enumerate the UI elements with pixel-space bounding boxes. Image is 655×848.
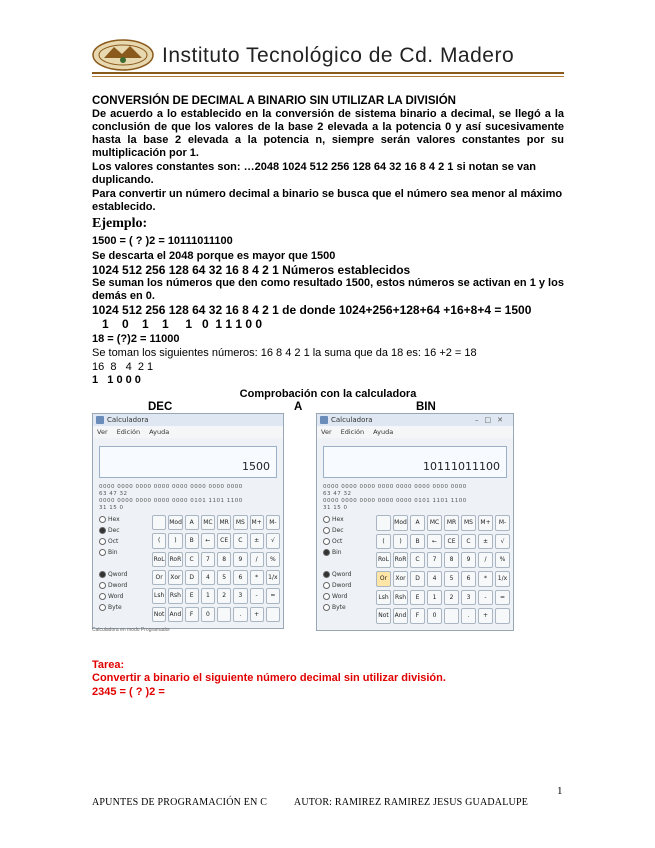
- calc-key[interactable]: M+: [250, 515, 264, 530]
- example-line-10: 1 1 0 0 0: [92, 374, 141, 386]
- radio-dword[interactable]: Dword: [323, 580, 371, 591]
- calc-key[interactable]: 5: [217, 570, 231, 585]
- calc-key[interactable]: F: [410, 608, 425, 624]
- label-dec: DEC: [148, 401, 173, 413]
- calc-key[interactable]: RoL: [152, 552, 166, 567]
- calculator-display: 10111011100: [323, 446, 507, 478]
- calc-key[interactable]: And: [168, 607, 182, 622]
- calc-key[interactable]: Xor: [393, 571, 408, 587]
- calc-key[interactable]: 2: [217, 588, 231, 603]
- calc-key[interactable]: 1: [201, 588, 215, 603]
- example-line-1: 1500 = ( ? )2 = 10111011100: [92, 235, 233, 247]
- example-line-5: 1024 512 256 128 64 32 16 8 4 2 1 de donde 1024+256+128+64 +16+8+4 = 1500: [92, 303, 532, 317]
- calc-key[interactable]: ): [168, 533, 182, 548]
- calculator-app-icon: [96, 416, 104, 424]
- calc-key[interactable]: √: [495, 534, 510, 550]
- calc-key[interactable]: %: [266, 552, 280, 567]
- calc-key[interactable]: A: [410, 515, 425, 531]
- calc-key[interactable]: (: [152, 533, 166, 548]
- calc-key[interactable]: CE: [444, 534, 459, 550]
- calc-key[interactable]: 1/x: [495, 571, 510, 587]
- calc-key[interactable]: *: [478, 571, 493, 587]
- calc-key[interactable]: MC: [201, 515, 215, 530]
- calculator-menu: [317, 426, 513, 438]
- word-radio-group: [323, 569, 371, 613]
- example-line-6: 1 0 1 1 1 0 1 1 1 0 0: [92, 317, 263, 331]
- calc-key[interactable]: 6: [461, 571, 476, 587]
- radio-dec[interactable]: Dec: [99, 525, 147, 536]
- radio-word[interactable]: Word: [99, 591, 147, 602]
- calc-key[interactable]: C: [233, 533, 247, 548]
- keypad: [151, 514, 281, 624]
- calc-key[interactable]: MR: [217, 515, 231, 530]
- calc-key[interactable]: .: [461, 608, 476, 624]
- radio-oct[interactable]: Oct: [99, 536, 147, 547]
- calc-key[interactable]: 8: [444, 552, 459, 568]
- window-controls[interactable]: –□✕: [475, 416, 509, 424]
- calc-key[interactable]: =: [495, 590, 510, 606]
- calc-key[interactable]: -: [478, 590, 493, 606]
- page-number: 1: [557, 785, 563, 797]
- calc-key[interactable]: -: [250, 588, 264, 603]
- calc-key[interactable]: 4: [427, 571, 442, 587]
- paragraph-method: Para convertir un número decimal a binario se busca que el número sea menor al máximo establecido.: [92, 188, 563, 213]
- calc-key[interactable]: 9: [233, 552, 247, 567]
- calc-key[interactable]: MS: [233, 515, 247, 530]
- radio-bin[interactable]: Bin: [99, 547, 147, 558]
- example-line-3: 1024 512 256 128 64 32 16 8 4 2 1 Números establecidos: [92, 263, 411, 277]
- menu-ver[interactable]: Ver: [97, 428, 108, 436]
- example-line-4: Se suman los números que den como resultado 1500, estos números se activan en 1 y los demás en 0.: [92, 277, 564, 302]
- calc-key[interactable]: ←: [427, 534, 442, 550]
- calc-key[interactable]: 8: [217, 552, 231, 567]
- calc-key[interactable]: +: [250, 607, 264, 622]
- calc-key[interactable]: MR: [444, 515, 459, 531]
- header-rule-thin: [92, 76, 564, 77]
- radio-dec[interactable]: Dec: [323, 525, 371, 536]
- bit-display: 0000 0000 0000 0000 0000 0000 0000 0000 63 47 32 0000 0000 0000 0000 0000 0101 1101 1100 31 15 0: [323, 484, 467, 511]
- calc-key[interactable]: C: [410, 552, 425, 568]
- calc-key[interactable]: D: [410, 571, 425, 587]
- institution-logo: [92, 38, 154, 72]
- radio-hex[interactable]: Hex: [323, 514, 371, 525]
- calc-key[interactable]: [266, 607, 280, 622]
- calc-key[interactable]: And: [393, 608, 408, 624]
- calc-key[interactable]: Not: [152, 607, 166, 622]
- calculator-title: Calculadora: [331, 416, 373, 424]
- tarea-text: Convertir a binario el siguiente número decimal sin utilizar división.: [92, 672, 446, 684]
- menu-ayuda[interactable]: Ayuda: [373, 428, 394, 436]
- calc-key[interactable]: 2: [444, 590, 459, 606]
- calc-key[interactable]: 1: [427, 590, 442, 606]
- calc-key[interactable]: Xor: [168, 570, 182, 585]
- calc-key[interactable]: Rsh: [168, 588, 182, 603]
- calc-key[interactable]: 6: [233, 570, 247, 585]
- calc-key[interactable]: [217, 607, 231, 622]
- calc-key[interactable]: Mod: [393, 515, 408, 531]
- calc-key[interactable]: .: [233, 607, 247, 622]
- calc-key[interactable]: Mod: [168, 515, 182, 530]
- example-line-8: Se toman los siguientes números: 16 8 4 2 1 la suma que da 18 es: 16 +2 = 18: [92, 347, 477, 359]
- calc-key[interactable]: B: [410, 534, 425, 550]
- calc-key[interactable]: RoR: [393, 552, 408, 568]
- label-bin: BIN: [416, 401, 436, 413]
- example-heading: Ejemplo:: [92, 216, 148, 231]
- example-line-9: 16 8 4 2 1: [92, 361, 154, 373]
- calculator-title: Calculadora: [107, 416, 149, 424]
- calc-key[interactable]: %: [495, 552, 510, 568]
- header-rule: [92, 72, 564, 74]
- calc-key[interactable]: M+: [478, 515, 493, 531]
- footer-course: APUNTES DE PROGRAMACIÓN EN C: [92, 797, 268, 808]
- calc-key[interactable]: ±: [250, 533, 264, 548]
- radio-oct[interactable]: Oct: [323, 536, 371, 547]
- calc-key[interactable]: ←: [201, 533, 215, 548]
- calc-key[interactable]: C: [461, 534, 476, 550]
- radio-bin[interactable]: Bin: [323, 547, 371, 558]
- footer-author: AUTOR: RAMIREZ RAMIREZ JESUS GUADALUPE: [293, 797, 529, 808]
- keypad: [375, 514, 511, 626]
- calc-key[interactable]: 3: [233, 588, 247, 603]
- bit-display: 0000 0000 0000 0000 0000 0000 0000 0000 63 47 32 0000 0000 0000 0000 0000 0101 1101 1100 31 15 0: [99, 484, 243, 511]
- calc-key[interactable]: +: [478, 608, 493, 624]
- calc-key[interactable]: (: [376, 534, 391, 550]
- menu-ver[interactable]: Ver: [321, 428, 332, 436]
- calc-key[interactable]: *: [250, 570, 264, 585]
- word-radio-group: [99, 569, 147, 613]
- calc-key[interactable]: RoL: [376, 552, 391, 568]
- calc-key[interactable]: Not: [376, 608, 391, 624]
- calc-key[interactable]: B: [185, 533, 199, 548]
- calc-key[interactable]: RoR: [168, 552, 182, 567]
- calc-key[interactable]: MC: [427, 515, 442, 531]
- calc-key[interactable]: E: [410, 590, 425, 606]
- calc-key[interactable]: Or: [376, 571, 391, 587]
- calc-key[interactable]: 4: [201, 570, 215, 585]
- calc-key[interactable]: /: [250, 552, 264, 567]
- calc-key[interactable]: MS: [461, 515, 476, 531]
- comprobacion-title: Comprobación con la calculadora: [239, 388, 417, 400]
- calc-key[interactable]: M-: [266, 515, 280, 530]
- calc-key[interactable]: /: [478, 552, 493, 568]
- calc-key[interactable]: 7: [201, 552, 215, 567]
- paragraph-constants: Los valores constantes son: …2048 1024 512 256 128 64 32 16 8 4 2 1 si notan se van duplicando.: [92, 161, 536, 186]
- menu-edicion[interactable]: Edición: [340, 428, 365, 436]
- radio-qword[interactable]: Qword: [99, 569, 147, 580]
- calc-key[interactable]: [444, 608, 459, 624]
- tarea-label: Tarea:: [92, 659, 125, 671]
- calc-key[interactable]: ±: [478, 534, 493, 550]
- page-heading: CONVERSIÓN DE DECIMAL A BINARIO SIN UTILIZAR LA DIVISIÓN: [92, 95, 456, 107]
- calc-key[interactable]: 9: [461, 552, 476, 568]
- tarea-problem: 2345 = ( ? )2 =: [92, 686, 165, 698]
- calc-key[interactable]: 7: [427, 552, 442, 568]
- calc-key[interactable]: A: [185, 515, 199, 530]
- calc-key[interactable]: 1/x: [266, 570, 280, 585]
- calc-key[interactable]: 0: [427, 608, 442, 624]
- calc-key[interactable]: E: [185, 588, 199, 603]
- label-a: A: [294, 401, 303, 413]
- radio-byte[interactable]: Byte: [99, 602, 147, 613]
- calc-key[interactable]: 5: [444, 571, 459, 587]
- calculator-app-icon: [320, 416, 328, 424]
- calc-key[interactable]: C: [185, 552, 199, 567]
- calc-key[interactable]: [152, 515, 166, 530]
- calc-key[interactable]: =: [266, 588, 280, 603]
- radio-hex[interactable]: Hex: [99, 514, 147, 525]
- calc-key[interactable]: √: [266, 533, 280, 548]
- calc-key[interactable]: Rsh: [393, 590, 408, 606]
- calculator-caption: Calculadora en modo Programador: [92, 627, 171, 633]
- institution-name: Instituto Tecnológico de Cd. Madero: [162, 44, 515, 67]
- base-radio-group: [99, 514, 147, 558]
- radio-byte[interactable]: Byte: [323, 602, 371, 613]
- example-line-7: 18 = (?)2 = 11000: [92, 333, 180, 345]
- menu-ayuda[interactable]: Ayuda: [149, 428, 170, 436]
- calc-key[interactable]: Lsh: [152, 588, 166, 603]
- calculator-bin: [316, 413, 514, 631]
- calc-key[interactable]: D: [185, 570, 199, 585]
- calc-key[interactable]: Lsh: [376, 590, 391, 606]
- calculator-menu: [93, 426, 283, 438]
- page-footer: [92, 797, 528, 808]
- calc-key[interactable]: 3: [461, 590, 476, 606]
- radio-word[interactable]: Word: [323, 591, 371, 602]
- calc-key[interactable]: F: [185, 607, 199, 622]
- calc-key[interactable]: CE: [217, 533, 231, 548]
- calc-key[interactable]: M-: [495, 515, 510, 531]
- calculator-display: 1500: [99, 446, 277, 478]
- paragraph-intro: De acuerdo a lo establecido en la conversión de sistema binario a decimal, se llegó a la conclusión de que los valores de la base 2 elevada a la potencia 0 y así sucesivamente hasta la base 2 elevada a la potencia n, siempre serán valores constantes por su multiplicación por 1.: [92, 108, 564, 159]
- calc-key[interactable]: ): [393, 534, 408, 550]
- calc-key[interactable]: Or: [152, 570, 166, 585]
- example-line-2: Se descarta el 2048 porque es mayor que 1500: [92, 250, 336, 262]
- radio-dword[interactable]: Dword: [99, 580, 147, 591]
- calculator-dec: [92, 413, 284, 629]
- base-radio-group: [323, 514, 371, 558]
- radio-qword[interactable]: Qword: [323, 569, 371, 580]
- calc-key[interactable]: [495, 608, 510, 624]
- calc-key[interactable]: [376, 515, 391, 531]
- menu-edicion[interactable]: Edición: [116, 428, 141, 436]
- calc-key[interactable]: 0: [201, 607, 215, 622]
